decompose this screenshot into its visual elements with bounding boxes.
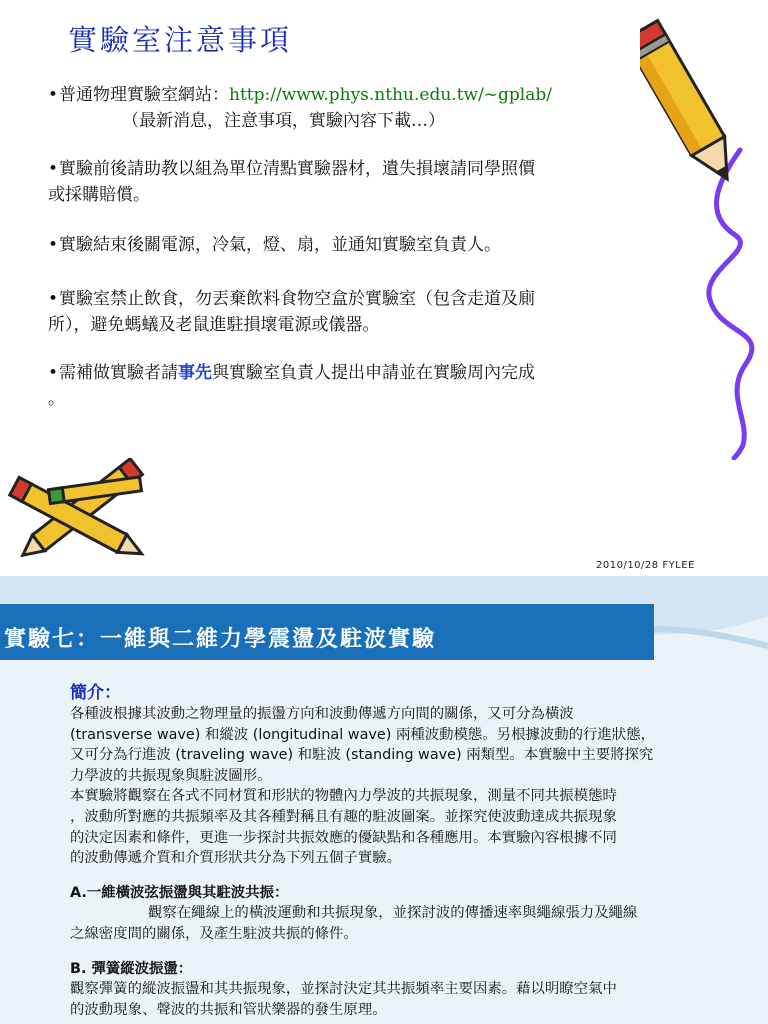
crossed-pencils-icon <box>0 458 170 570</box>
intro-line: 力學波的共振現象與駐波圖形。 <box>70 767 272 784</box>
section-b-heading: B. 彈簧縱波振盪： <box>70 960 193 977</box>
bullet-equipment: •實驗前後請助教以組為單位清點實驗器材，遺失損壞請同學照價 或採購賠償。 <box>48 159 536 205</box>
slide-title: 實驗七：一維與二維力學震盪及駐波實驗 <box>4 626 437 652</box>
intro-line: 的波動傳遞介質和介質形狀共分為下列五個子實驗。 <box>70 850 401 867</box>
intro-heading: 簡介： <box>70 683 121 703</box>
intro-line: 又可分為行進波 (traveling wave) 和駐波 (standing wave) 兩類型。本實驗中主要將探究 <box>70 747 654 764</box>
section-a-line: 之線密度間的關係，及產生駐波共振的條件。 <box>70 925 358 942</box>
intro-line: 的決定因素和條件，更進一步探討共振效應的優缺點和各種應用。本實驗內容根據不同 <box>70 829 617 846</box>
website-link[interactable]: http://www.phys.nthu.edu.tw/~gplab/ <box>229 85 552 105</box>
slide-body <box>70 682 730 1020</box>
bullet-makeup: •需補做實驗者請事先與實驗室負責人提出申請並在實驗周內完成 。 <box>48 363 536 409</box>
intro-line: ，波動所對應的共振頻率及其各種對稱且有趣的駐波圖案。並探究使波動達成共振現象 <box>70 808 617 825</box>
intro-line: 本實驗將觀察在各式不同材質和形狀的物體內力學波的共振現象，測量不同共振模態時 <box>70 788 617 805</box>
bullet-power-off: •實驗結束後關電源，冷氣，燈、扇，並通知實驗室負責人。 <box>48 235 502 255</box>
section-a-heading: A.一維橫波弦振盪與其駐波共振： <box>70 884 289 901</box>
bullet-website: •普通物理實驗室網站：http://www.phys.nthu.edu.tw/~gplab/ （最新消息，注意事項，實驗內容下載…） <box>48 85 552 131</box>
section-a-line: 觀察在繩線上的橫波運動和共振現象，並探討波的傳播速率與繩線張力及繩線 <box>148 905 638 922</box>
bullet-no-food: •實驗室禁止飲食，勿丟棄飲料食物空盒於實驗室（包含走道及廁 所），避免螞蟻及老鼠進駐損壞電源或儀器。 <box>48 289 536 335</box>
slide-footer-date: 2010/10/28 FYLEE <box>596 560 695 571</box>
slide-experiment-seven <box>0 576 768 1024</box>
pencil-squiggle-icon <box>640 0 768 460</box>
slide-title: 實驗室注意事項 <box>68 23 293 57</box>
intro-line: 各種波根據其波動之物理量的振盪方向和波動傳遞方向間的關係，又可分為橫波 <box>70 706 574 722</box>
section-b-line: 觀察彈簧的縱波振盪和其共振現象，並探討決定其共振頻率主要因素。藉以明瞭空氣中 <box>70 981 617 998</box>
intro-line: (transverse wave) 和縱波 (longitudinal wave) 兩種波動模態。另根據波動的行進狀態， <box>70 726 655 743</box>
section-b-line: 的波動現象、聲波的共振和管狀樂器的發生原理。 <box>70 1001 387 1018</box>
